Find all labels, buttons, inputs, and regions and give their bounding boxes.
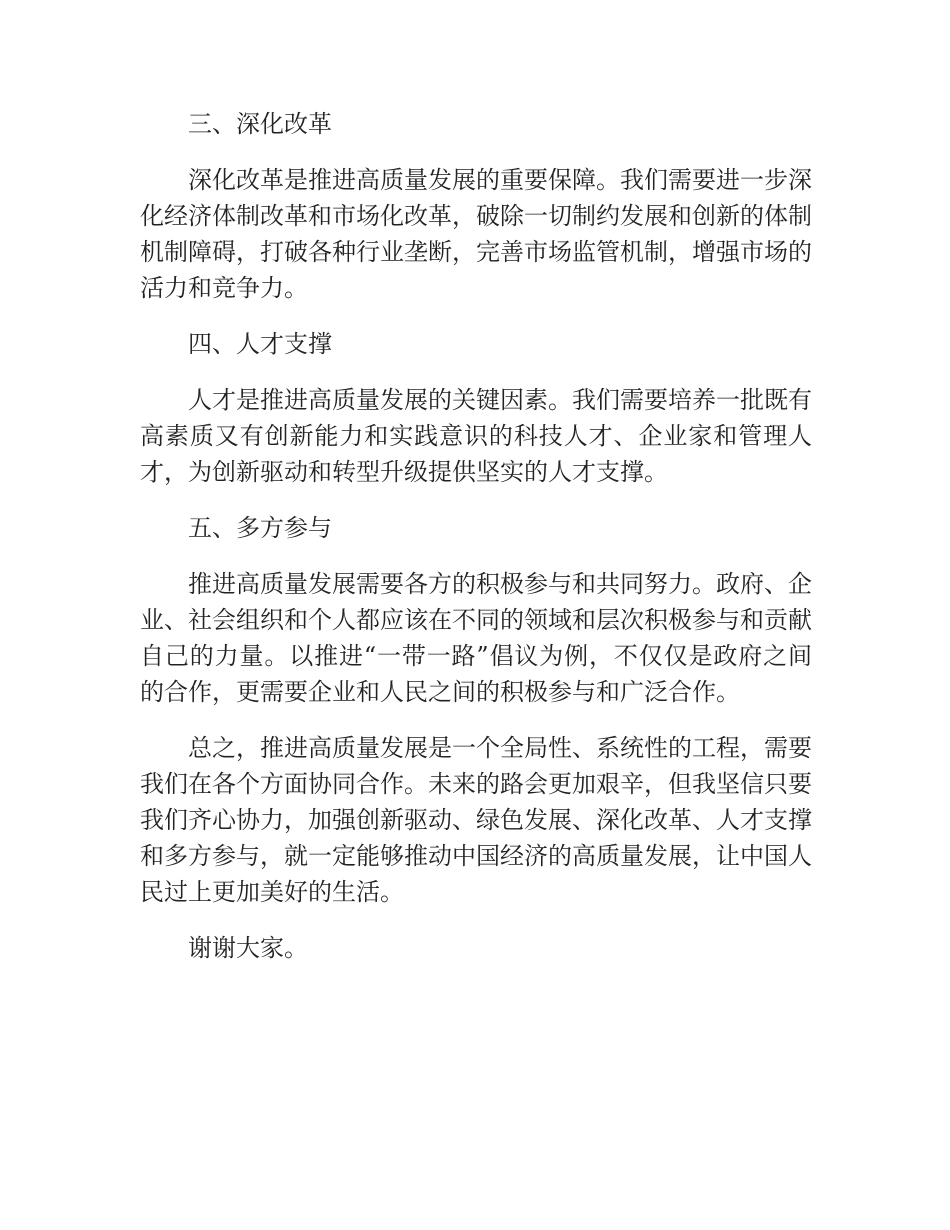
document-page [140,106,812,986]
section-body-multi-party: 推进高质量发展需要各方的积极参与和共同努力。政府、企业、社会组织和个人都应该在不同的领域和层次积极参与和贡献自己的力量。以推进“一带一路”倡议为例，不仅仅是政府之间的合作，更需要企业和人民之间的积极参与和广泛合作。 [140,570,812,706]
section-heading-deepen-reform: 三、深化改革 [188,110,332,138]
section-heading-talent-support: 四、人才支撑 [188,330,332,358]
section-heading-multi-party: 五、多方参与 [188,514,332,542]
closing-line: 谢谢大家。 [188,934,308,962]
section-body-talent-support: 人才是推进高质量发展的关键因素。我们需要培养一批既有高素质又有创新能力和实践意识的科技人才、企业家和管理人才，为创新驱动和转型升级提供坚实的人才支撑。 [140,386,812,486]
section-body-deepen-reform: 深化改革是推进高质量发展的重要保障。我们需要进一步深化经济体制改革和市场化改革，破除一切制约发展和创新的体制机制障碍，打破各种行业垄断，完善市场监管机制，增强市场的活力和竞争力。 [140,166,812,302]
conclusion-paragraph: 总之，推进高质量发展是一个全局性、系统性的工程，需要我们在各个方面协同合作。未来的路会更加艰辛，但我坚信只要我们齐心协力，加强创新驱动、绿色发展、深化改革、人才支撑和多方参与，就一定能够推动中国经济的高质量发展，让中国人民过上更加美好的生活。 [140,734,812,906]
